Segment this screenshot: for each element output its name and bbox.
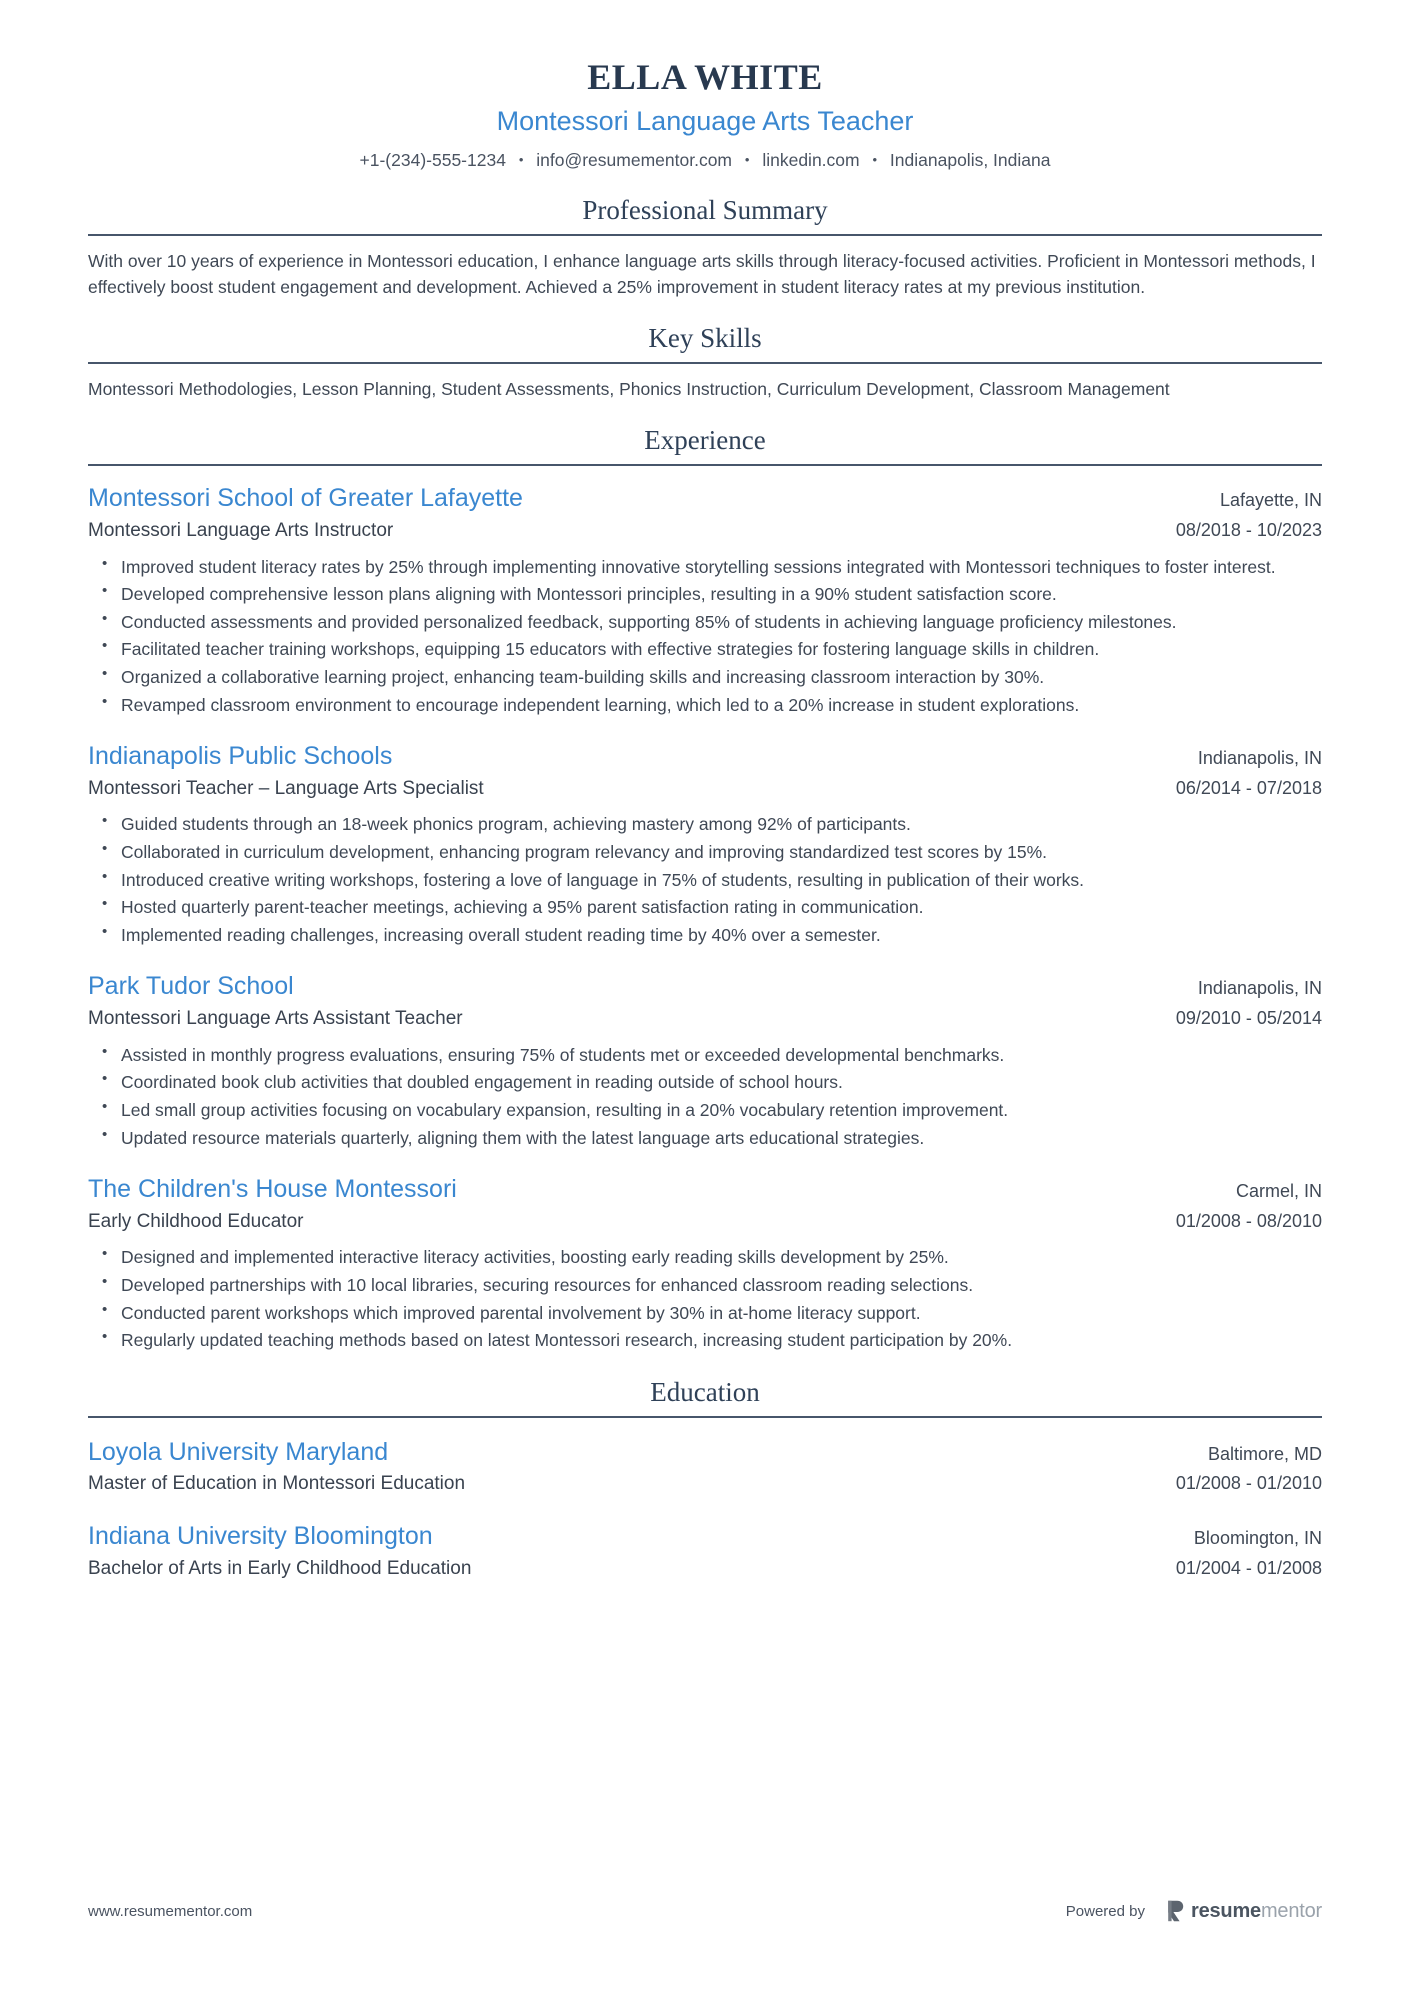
section-heading: Experience bbox=[644, 425, 766, 456]
section-education bbox=[88, 1376, 1322, 1582]
education-entry-header bbox=[88, 1436, 1322, 1470]
section-content bbox=[88, 1418, 1322, 1583]
experience-entry-header bbox=[88, 482, 1322, 516]
section-content bbox=[88, 364, 1322, 402]
section-heading: Education bbox=[650, 1376, 760, 1407]
job-title: Montessori Language Arts Instructor bbox=[88, 519, 394, 541]
job-bullet: • Coordinated book club activities that doubled engagement in reading outside of school hours. bbox=[88, 1069, 1322, 1096]
employer-name[interactable]: Indianapolis Public Schools bbox=[88, 742, 393, 771]
school-location: Baltimore, MD bbox=[1207, 1443, 1322, 1464]
footer-branding bbox=[1066, 1900, 1322, 1922]
contact-line bbox=[88, 149, 1322, 173]
section-key-skills bbox=[88, 322, 1322, 402]
education-entry-header bbox=[88, 1520, 1322, 1554]
school-location: Bloomington, IN bbox=[1193, 1527, 1322, 1548]
resume-header bbox=[88, 0, 1322, 172]
page-footer bbox=[88, 1900, 1322, 1922]
education-entry-subheader bbox=[88, 1471, 1322, 1498]
school-name[interactable]: Indiana University Bloomington bbox=[88, 1521, 433, 1550]
contact-location: Indianapolis, Indiana bbox=[889, 149, 1051, 170]
degree-dates: 01/2004 - 01/2008 bbox=[1175, 1557, 1322, 1578]
section-content bbox=[88, 466, 1322, 1354]
footer-website-url[interactable]: www.resumementor.com bbox=[88, 1902, 253, 1920]
experience-entry bbox=[88, 740, 1322, 948]
skills-text: Montessori Methodologies, Lesson Planning, Student Assessments, Phonics Instruction, Curriculum Development, Classroom Management bbox=[88, 379, 1170, 400]
employer-name[interactable]: The Children's House Montessori bbox=[88, 1175, 457, 1204]
job-bullet-list bbox=[88, 1244, 1322, 1353]
job-bullet: • Revamped classroom environment to encourage independent learning, which led to a 20% increase in student explorations. bbox=[88, 692, 1322, 719]
candidate-job-title: Montessori Language Arts Teacher bbox=[496, 106, 914, 137]
experience-entry-header bbox=[88, 740, 1322, 774]
job-dates: 06/2014 - 07/2018 bbox=[1175, 777, 1322, 798]
job-bullet: • Developed comprehensive lesson plans aligning with Montessori principles, resulting in a 90% student satisfaction score. bbox=[88, 581, 1322, 608]
candidate-name: ELLA WHITE bbox=[587, 57, 823, 97]
job-bullet: • Conducted parent workshops which improved parental involvement by 30% in at-home literacy support. bbox=[88, 1300, 1322, 1327]
resume-content bbox=[88, 0, 1322, 1582]
resumementor-mark-icon bbox=[1167, 1900, 1184, 1922]
job-dates: 09/2010 - 05/2014 bbox=[1175, 1008, 1322, 1029]
degree-dates: 01/2008 - 01/2010 bbox=[1175, 1473, 1322, 1494]
experience-entry-subheader bbox=[88, 1209, 1322, 1236]
job-bullet-list bbox=[88, 1042, 1322, 1151]
school-name[interactable]: Loyola University Maryland bbox=[88, 1437, 389, 1466]
employer-name[interactable]: Park Tudor School bbox=[88, 972, 294, 1001]
job-bullet: • Organized a collaborative learning project, enhancing team-building skills and increasing classroom interaction by 30%. bbox=[88, 664, 1322, 691]
section-professional-summary bbox=[88, 194, 1322, 300]
job-bullet: • Collaborated in curriculum development, enhancing program relevancy and improving standardized test scores by 15%. bbox=[88, 839, 1322, 866]
resumementor-wordmark bbox=[1191, 1901, 1322, 1921]
experience-entry-header bbox=[88, 970, 1322, 1004]
job-bullet: • Hosted quarterly parent-teacher meetings, achieving a 95% parent satisfaction rating in communication. bbox=[88, 894, 1322, 921]
education-entry-subheader bbox=[88, 1556, 1322, 1583]
experience-entry bbox=[88, 1173, 1322, 1354]
section-experience bbox=[88, 424, 1322, 1353]
summary-text: With over 10 years of experience in Montessori education, I enhance language arts skills through literacy-focused activities. Proficient in Montessori methods, I effectively boost student engagement and development. Achieved a 25% improvement in student literacy rates at my previous institution. bbox=[88, 250, 1316, 298]
employer-location: Indianapolis, IN bbox=[1197, 748, 1322, 769]
contact-separator-icon: • bbox=[872, 151, 878, 167]
employer-name[interactable]: Montessori School of Greater Lafayette bbox=[88, 484, 523, 513]
employer-location: Carmel, IN bbox=[1235, 1181, 1322, 1202]
contact-phone: +1-(234)-555-1234 bbox=[359, 149, 506, 170]
experience-entry-subheader bbox=[88, 1006, 1322, 1033]
job-bullet: • Introduced creative writing workshops, fostering a love of language in 75% of students, resulting in publication of their works. bbox=[88, 867, 1322, 894]
section-heading: Professional Summary bbox=[582, 195, 828, 226]
experience-entry-subheader bbox=[88, 776, 1322, 803]
resumementor-logo bbox=[1167, 1900, 1322, 1922]
brand-text-light: mentor bbox=[1260, 1900, 1322, 1922]
job-bullet-list bbox=[88, 554, 1322, 719]
job-bullet: • Assisted in monthly progress evaluations, ensuring 75% of students met or exceeded developmental benchmarks. bbox=[88, 1042, 1322, 1069]
job-bullet: • Designed and implemented interactive literacy activities, boosting early reading skills development by 25%. bbox=[88, 1244, 1322, 1271]
job-title: Early Childhood Educator bbox=[88, 1210, 304, 1232]
degree-name: Master of Education in Montessori Education bbox=[88, 1473, 466, 1495]
section-heading: Key Skills bbox=[648, 323, 762, 354]
experience-entry-subheader bbox=[88, 518, 1322, 545]
powered-by-label: Powered by bbox=[1065, 1902, 1145, 1920]
contact-linkedin[interactable]: linkedin.com bbox=[762, 149, 860, 170]
job-bullet: • Implemented reading challenges, increasing overall student reading time by 40% over a semester. bbox=[88, 922, 1322, 949]
employer-location: Lafayette, IN bbox=[1219, 490, 1322, 511]
contact-email[interactable]: info@resumementor.com bbox=[536, 149, 733, 170]
job-title: Montessori Language Arts Assistant Teacher bbox=[88, 1008, 463, 1030]
experience-entry-header bbox=[88, 1173, 1322, 1207]
education-entry bbox=[88, 1520, 1322, 1582]
employer-location: Indianapolis, IN bbox=[1197, 978, 1322, 999]
experience-entry bbox=[88, 482, 1322, 718]
contact-separator-icon: • bbox=[744, 151, 750, 167]
job-bullet: • Facilitated teacher training workshops, equipping 15 educators with effective strategies for fostering language skills in children. bbox=[88, 636, 1322, 663]
job-bullet: • Regularly updated teaching methods based on latest Montessori research, increasing student participation by 20%. bbox=[88, 1327, 1322, 1354]
job-bullet: • Conducted assessments and provided personalized feedback, supporting 85% of students in achieving language proficiency milestones. bbox=[88, 609, 1322, 636]
job-bullet: • Led small group activities focusing on vocabulary expansion, resulting in a 20% vocabulary retention improvement. bbox=[88, 1097, 1322, 1124]
job-bullet-list bbox=[88, 811, 1322, 948]
job-dates: 08/2018 - 10/2023 bbox=[1175, 519, 1322, 540]
job-bullet: • Updated resource materials quarterly, aligning them with the latest language arts educational strategies. bbox=[88, 1125, 1322, 1152]
education-entry bbox=[88, 1436, 1322, 1498]
job-bullet: • Guided students through an 18-week phonics program, achieving mastery among 92% of participants. bbox=[88, 811, 1322, 838]
contact-separator-icon: • bbox=[518, 151, 524, 167]
job-title: Montessori Teacher – Language Arts Specialist bbox=[88, 777, 484, 799]
job-bullet: • Improved student literacy rates by 25% through implementing innovative storytelling sessions integrated with Montessori techniques to foster interest. bbox=[88, 554, 1322, 581]
section-content bbox=[88, 236, 1322, 301]
job-dates: 01/2008 - 08/2010 bbox=[1175, 1210, 1322, 1231]
experience-entry bbox=[88, 970, 1322, 1151]
job-bullet: • Developed partnerships with 10 local libraries, securing resources for enhanced classroom reading selections. bbox=[88, 1272, 1322, 1299]
degree-name: Bachelor of Arts in Early Childhood Education bbox=[88, 1557, 472, 1579]
brand-text-bold: resume bbox=[1191, 1900, 1261, 1922]
